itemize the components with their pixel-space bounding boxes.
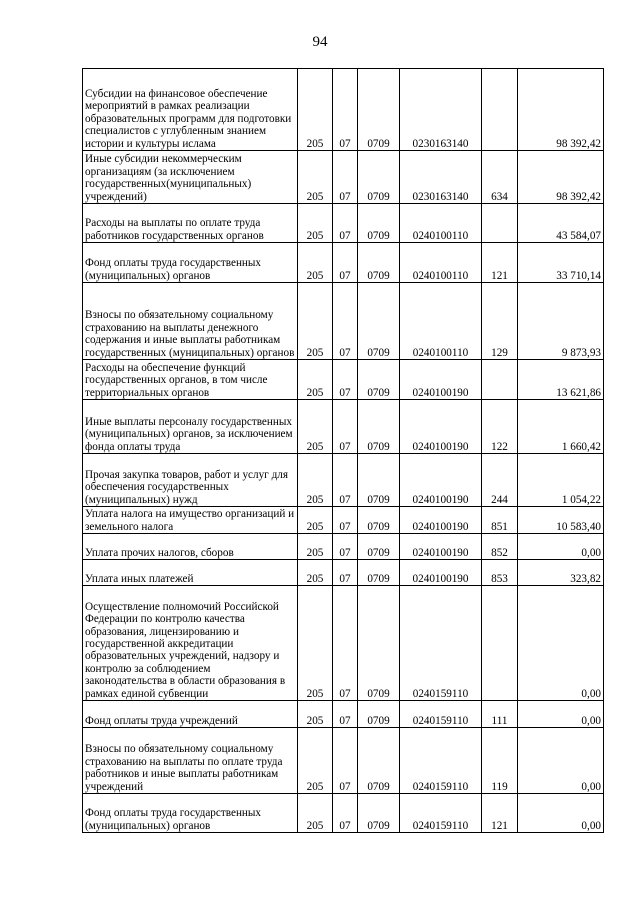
section-code-cell: 07 <box>333 360 358 400</box>
ministry-code-cell: 205 <box>298 794 333 833</box>
table-row <box>83 586 604 701</box>
expense-type-cell: 121 <box>482 243 518 283</box>
amount-cell: 43 584,07 <box>518 204 604 243</box>
ministry-code-cell: 205 <box>298 400 333 454</box>
ministry-code-cell: 205 <box>298 204 333 243</box>
subsection-code-cell: 0709 <box>358 701 400 728</box>
table-row <box>83 151 604 204</box>
table-row <box>83 560 604 586</box>
ministry-code-cell: 205 <box>298 283 333 360</box>
expense-name-cell: Фонд оплаты труда государственных (муниципальных) органов <box>83 243 298 283</box>
target-article-cell: 0240159110 <box>400 794 482 833</box>
subsection-code-cell: 0709 <box>358 560 400 586</box>
expense-name-cell: Иные выплаты персоналу государственных (муниципальных) органов, за исключением фонда оплаты труда <box>83 400 298 454</box>
expense-type-cell: 852 <box>482 534 518 560</box>
ministry-code-cell: 205 <box>298 454 333 507</box>
expense-type-cell: 111 <box>482 701 518 728</box>
section-code-cell: 07 <box>333 534 358 560</box>
expense-name-cell: Уплата иных платежей <box>83 560 298 586</box>
expense-type-cell <box>482 69 518 151</box>
expense-name-cell: Расходы на выплаты по оплате труда работников государственных органов <box>83 204 298 243</box>
table-row <box>83 69 604 151</box>
expense-name-cell: Прочая закупка товаров, работ и услуг для обеспечения государственных (муниципальных) нужд <box>83 454 298 507</box>
table-row <box>83 243 604 283</box>
amount-cell: 1 054,22 <box>518 454 604 507</box>
expense-type-cell: 634 <box>482 151 518 204</box>
expense-name-cell: Расходы на обеспечение функций государственных органов, в том числе территориальных органов <box>83 360 298 400</box>
ministry-code-cell: 205 <box>298 69 333 151</box>
target-article-cell: 0240100190 <box>400 560 482 586</box>
target-article-cell: 0240159110 <box>400 701 482 728</box>
target-article-cell: 0230163140 <box>400 69 482 151</box>
amount-cell: 33 710,14 <box>518 243 604 283</box>
budget-table <box>82 68 604 833</box>
ministry-code-cell: 205 <box>298 151 333 204</box>
table-row <box>83 534 604 560</box>
subsection-code-cell: 0709 <box>358 454 400 507</box>
expense-type-cell: 119 <box>482 728 518 794</box>
expense-name-cell: Фонд оплаты труда государственных (муниципальных) органов <box>83 794 298 833</box>
section-code-cell: 07 <box>333 728 358 794</box>
target-article-cell: 0230163140 <box>400 151 482 204</box>
subsection-code-cell: 0709 <box>358 507 400 534</box>
section-code-cell: 07 <box>333 151 358 204</box>
expense-type-cell <box>482 360 518 400</box>
ministry-code-cell: 205 <box>298 560 333 586</box>
target-article-cell: 0240100190 <box>400 360 482 400</box>
expense-name-cell: Осуществление полномочий Российской Федерации по контролю качества образования, лицензированию и государственной аккредитации образовательных учреждений, надзору и контролю за соблюдением законодательства в области образования в рамках единой субвенции <box>83 586 298 701</box>
table-row <box>83 454 604 507</box>
table-row <box>83 283 604 360</box>
section-code-cell: 07 <box>333 400 358 454</box>
expense-name-cell: Взносы по обязательному социальному страхованию на выплаты денежного содержания и иные выплаты работникам государственных (муниципальных) органов <box>83 283 298 360</box>
subsection-code-cell: 0709 <box>358 794 400 833</box>
subsection-code-cell: 0709 <box>358 283 400 360</box>
subsection-code-cell: 0709 <box>358 151 400 204</box>
target-article-cell: 0240159110 <box>400 586 482 701</box>
expense-name-cell: Взносы по обязательному социальному страхованию на выплаты по оплате труда работников и иные выплаты работникам учреждений <box>83 728 298 794</box>
expense-type-cell <box>482 204 518 243</box>
expense-type-cell: 129 <box>482 283 518 360</box>
target-article-cell: 0240100110 <box>400 243 482 283</box>
amount-cell: 0,00 <box>518 701 604 728</box>
amount-cell: 0,00 <box>518 534 604 560</box>
subsection-code-cell: 0709 <box>358 243 400 283</box>
table-row <box>83 400 604 454</box>
ministry-code-cell: 205 <box>298 586 333 701</box>
subsection-code-cell: 0709 <box>358 360 400 400</box>
table-row <box>83 360 604 400</box>
amount-cell: 0,00 <box>518 728 604 794</box>
table-row <box>83 204 604 243</box>
amount-cell: 10 583,40 <box>518 507 604 534</box>
ministry-code-cell: 205 <box>298 728 333 794</box>
subsection-code-cell: 0709 <box>358 204 400 243</box>
subsection-code-cell: 0709 <box>358 400 400 454</box>
table-row <box>83 507 604 534</box>
page-number: 94 <box>312 34 328 50</box>
section-code-cell: 07 <box>333 243 358 283</box>
expense-type-cell <box>482 586 518 701</box>
amount-cell: 0,00 <box>518 794 604 833</box>
amount-cell: 1 660,42 <box>518 400 604 454</box>
expense-type-cell: 122 <box>482 400 518 454</box>
budget-table-body <box>83 69 604 833</box>
expense-name-cell: Уплата прочих налогов, сборов <box>83 534 298 560</box>
section-code-cell: 07 <box>333 701 358 728</box>
section-code-cell: 07 <box>333 586 358 701</box>
expense-name-cell: Уплата налога на имущество организаций и земельного налога <box>83 507 298 534</box>
expense-type-cell: 121 <box>482 794 518 833</box>
ministry-code-cell: 205 <box>298 701 333 728</box>
expense-type-cell: 244 <box>482 454 518 507</box>
expense-type-cell: 853 <box>482 560 518 586</box>
target-article-cell: 0240100190 <box>400 534 482 560</box>
target-article-cell: 0240100190 <box>400 507 482 534</box>
ministry-code-cell: 205 <box>298 360 333 400</box>
expense-name-cell: Фонд оплаты труда учреждений <box>83 701 298 728</box>
expense-name-cell: Иные субсидии некоммерческим организациям (за исключением государственных(муниципальных) учреждений) <box>83 151 298 204</box>
subsection-code-cell: 0709 <box>358 728 400 794</box>
amount-cell: 98 392,42 <box>518 69 604 151</box>
amount-cell: 0,00 <box>518 586 604 701</box>
amount-cell: 13 621,86 <box>518 360 604 400</box>
target-article-cell: 0240100190 <box>400 454 482 507</box>
ministry-code-cell: 205 <box>298 534 333 560</box>
amount-cell: 98 392,42 <box>518 151 604 204</box>
section-code-cell: 07 <box>333 283 358 360</box>
amount-cell: 323,82 <box>518 560 604 586</box>
table-row <box>83 794 604 833</box>
section-code-cell: 07 <box>333 69 358 151</box>
table-row <box>83 728 604 794</box>
section-code-cell: 07 <box>333 454 358 507</box>
target-article-cell: 0240100190 <box>400 400 482 454</box>
section-code-cell: 07 <box>333 560 358 586</box>
amount-cell: 9 873,93 <box>518 283 604 360</box>
section-code-cell: 07 <box>333 794 358 833</box>
subsection-code-cell: 0709 <box>358 69 400 151</box>
expense-name-cell: Субсидии на финансовое обеспечение мероприятий в рамках реализации образовательных программ для подготовки специалистов с углубленным знанием истории и культуры ислама <box>83 69 298 151</box>
table-row <box>83 701 604 728</box>
target-article-cell: 0240100110 <box>400 204 482 243</box>
target-article-cell: 0240100110 <box>400 283 482 360</box>
ministry-code-cell: 205 <box>298 243 333 283</box>
ministry-code-cell: 205 <box>298 507 333 534</box>
expense-type-cell: 851 <box>482 507 518 534</box>
section-code-cell: 07 <box>333 204 358 243</box>
subsection-code-cell: 0709 <box>358 586 400 701</box>
section-code-cell: 07 <box>333 507 358 534</box>
subsection-code-cell: 0709 <box>358 534 400 560</box>
target-article-cell: 0240159110 <box>400 728 482 794</box>
